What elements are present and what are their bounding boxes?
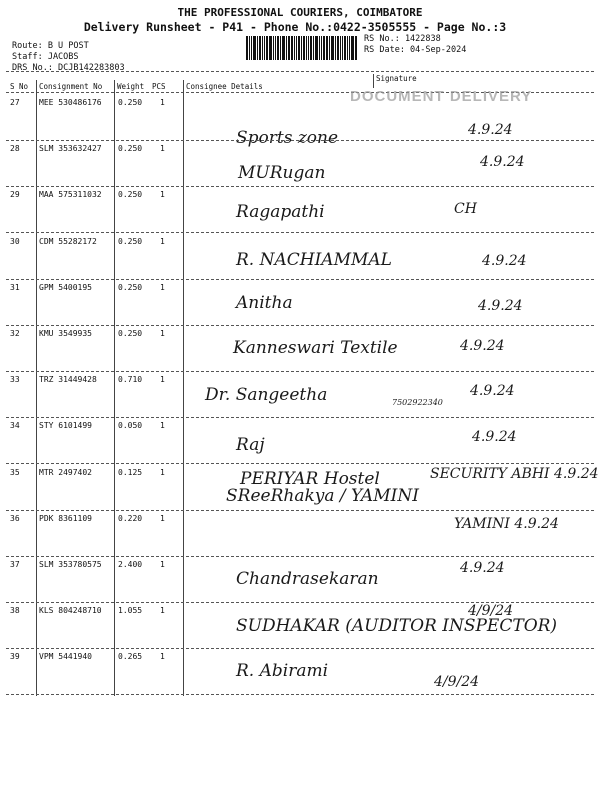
row-weight: 0.250 <box>118 236 143 246</box>
row-weight: 0.250 <box>118 329 143 338</box>
document-delivery-stamp: DOCUMENT DELIVERY <box>350 88 533 105</box>
column-rule <box>183 80 184 696</box>
row-consignment-no: GPM 5400195 <box>39 282 92 292</box>
row-pcs: 1 <box>160 652 165 662</box>
row-consignee-name: Kanneswari Textile <box>233 338 398 358</box>
row-pcs: 1 <box>160 236 165 246</box>
row-signature: 4.9.24 <box>482 253 527 269</box>
row-divider <box>6 463 594 464</box>
row-divider <box>6 556 594 557</box>
row-divider <box>6 232 594 233</box>
row-pcs: 1 <box>160 282 165 292</box>
row-divider <box>6 371 594 372</box>
row-weight: 1.055 <box>118 606 143 616</box>
row-consignment-no: MEE 530486176 <box>39 98 102 107</box>
row-consignee-name: Chandrasekaran <box>236 569 379 589</box>
row-divider <box>6 140 594 141</box>
row-sno: 37 <box>10 560 20 569</box>
row-signature: 4.9.24 <box>460 338 505 354</box>
header-sno: S No <box>10 82 29 91</box>
row-divider <box>6 186 594 187</box>
row-consignment-no: KLS 804248710 <box>39 606 102 616</box>
header-signature: Signature <box>376 74 417 83</box>
column-rule <box>36 80 37 696</box>
row-weight: 0.710 <box>118 375 143 385</box>
row-signature: 4.9.24 <box>470 383 515 399</box>
row-signature: 4/9/24 <box>468 603 514 619</box>
row-weight: 0.265 <box>118 652 143 662</box>
row-signature: 4.9.24 <box>472 429 517 445</box>
row-weight: 0.220 <box>118 513 143 523</box>
row-consignee-name: SReeRhakya / YAMINI <box>226 486 419 506</box>
row-signature: 4/9/24 <box>434 674 480 690</box>
row-sno: 28 <box>10 144 20 154</box>
row-sno: 39 <box>10 652 20 662</box>
column-rule <box>373 74 374 88</box>
row-sno: 34 <box>10 421 20 431</box>
row-signature: 4.9.24 <box>460 560 505 576</box>
row-pcs: 1 <box>160 98 165 107</box>
row-weight: 0.250 <box>118 98 143 107</box>
row-sno: 29 <box>10 190 20 200</box>
column-rule <box>114 80 115 696</box>
route-label: Route: B U POST <box>12 41 89 51</box>
row-weight: 0.250 <box>118 190 143 200</box>
row-signature: 4.9.24 <box>478 298 523 314</box>
drs-number: DRS No.: DCJB142283803 <box>12 63 125 73</box>
header-pcs: PCS <box>152 82 166 91</box>
row-consignment-no: TRZ 31449428 <box>39 375 97 385</box>
row-sno: 31 <box>10 282 20 292</box>
row-divider <box>6 325 594 326</box>
header-divider <box>6 71 594 72</box>
header-consignee: Consignee Details <box>186 82 263 91</box>
row-divider <box>6 417 594 418</box>
row-consignment-no: PDK 8361109 <box>39 513 92 523</box>
row-consignment-no: MTR 2497402 <box>39 467 92 477</box>
rs-date: RS Date: 04-Sep-2024 <box>364 45 467 55</box>
row-signature: 4.9.24 <box>480 154 525 170</box>
row-sno: 27 <box>10 98 20 107</box>
row-phone-note: 7502922340 <box>392 398 443 407</box>
row-sno: 33 <box>10 375 20 385</box>
row-sno: 32 <box>10 329 20 338</box>
row-consignee-name: Anitha <box>236 293 293 313</box>
row-pcs: 1 <box>160 144 165 154</box>
staff-label: Staff: JACOBS <box>12 52 79 62</box>
row-consignee-name: Ragapathi <box>236 202 325 222</box>
runsheet-title: Delivery Runsheet - P41 - Phone No.:0422-3505555 - Page No.:3 <box>83 20 507 34</box>
row-consignee-name: Sports zone <box>236 128 339 148</box>
row-pcs: 1 <box>160 560 165 569</box>
row-consignment-no: STY 6101499 <box>39 421 92 431</box>
row-weight: 2.400 <box>118 560 143 569</box>
row-signature: SECURITY ABHI 4.9.24 <box>430 466 599 482</box>
row-divider <box>6 510 594 511</box>
row-consignee-name: SUDHAKAR (AUDITOR INSPECTOR) <box>236 616 558 636</box>
row-pcs: 1 <box>160 606 165 616</box>
row-pcs: 1 <box>160 513 165 523</box>
row-consignment-no: SLM 353632427 <box>39 144 102 154</box>
row-consignee-name: R. NACHIAMMAL <box>236 250 392 270</box>
row-consignment-no: SLM 353780575 <box>39 560 102 569</box>
row-divider <box>6 648 594 649</box>
rs-number: RS No.: 1422838 <box>364 34 441 44</box>
row-sno: 30 <box>10 236 20 246</box>
row-sno: 38 <box>10 606 20 616</box>
header-weight: Weight <box>117 82 145 91</box>
row-pcs: 1 <box>160 329 165 338</box>
row-weight: 0.250 <box>118 282 143 292</box>
row-consignee-name: Dr. Sangeetha <box>205 385 328 405</box>
header-consignment: Consignment No <box>39 82 103 91</box>
row-weight: 0.125 <box>118 467 143 477</box>
row-consignment-no: KMU 3549935 <box>39 329 92 338</box>
row-sno: 36 <box>10 513 20 523</box>
row-consignee-name: Raj <box>236 435 265 455</box>
row-pcs: 1 <box>160 375 165 385</box>
row-weight: 0.250 <box>118 144 143 154</box>
row-consignment-no: MAA 575311032 <box>39 190 102 200</box>
row-sno: 35 <box>10 467 20 477</box>
row-pcs: 1 <box>160 190 165 200</box>
row-weight: 0.050 <box>118 421 143 431</box>
row-consignment-no: VPM 5441940 <box>39 652 92 662</box>
row-consignee-name: MURugan <box>238 163 326 183</box>
row-divider <box>6 279 594 280</box>
row-signature: CH <box>454 201 477 217</box>
row-consignee-name: R. Abirami <box>236 661 329 681</box>
company-title: THE PROFESSIONAL COURIERS, COIMBATORE <box>177 6 423 19</box>
row-consignment-no: CDM 55282172 <box>39 236 97 246</box>
row-pcs: 1 <box>160 421 165 431</box>
row-signature: 4.9.24 <box>468 122 513 138</box>
row-pcs: 1 <box>160 467 165 477</box>
barcode-graphic <box>246 36 358 60</box>
row-divider <box>6 694 594 695</box>
row-consignee-name: PERIYAR Hostel <box>240 469 380 489</box>
row-signature: YAMINI 4.9.24 <box>454 516 559 532</box>
